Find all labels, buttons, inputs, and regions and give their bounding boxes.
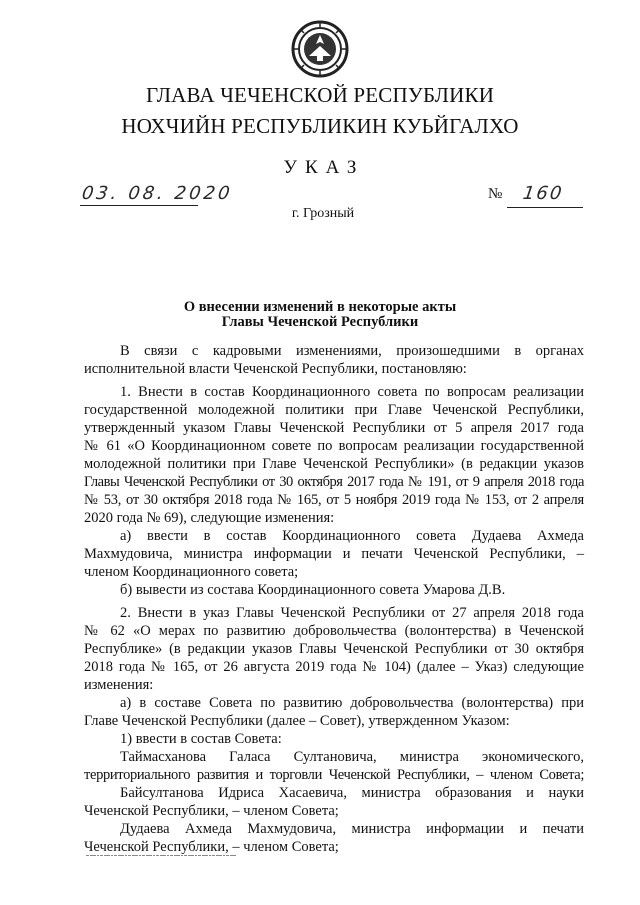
paragraph-line: Чеченской Республики, – членом Совета; bbox=[84, 839, 339, 855]
paragraph-line: территориального развития и торговли Чеченской Республики, – членом Совета; bbox=[84, 767, 584, 783]
paragraph-line: Махмудовича, министра информации и печати Чеченской Республики, – bbox=[84, 546, 584, 562]
paragraph-line: 2020 года № 69), следующие изменения: bbox=[84, 510, 335, 526]
paragraph-line: а) ввести в состав Координационного совета Дудаева Ахмеда bbox=[120, 528, 584, 544]
header-authority-ce: НОХЧИЙН РЕСПУБЛИКИН КУЬЙГАЛХО bbox=[121, 114, 519, 138]
paragraph-line: государственной молодежной политики при Главе Чеченской Республики, bbox=[84, 402, 584, 418]
paragraph-line: Главе Чеченской Республики (далее – Совет), утвержденном Указом: bbox=[84, 713, 510, 729]
title-line: О внесении изменений в некоторые акты bbox=[183, 299, 457, 315]
title-line: Главы Чеченской Республики bbox=[221, 314, 419, 330]
paragraph-line: 2018 года № 165, от 26 августа 2019 года № 104) (далее – Указ) следующие bbox=[84, 659, 584, 675]
paragraph-line: а) в составе Совета по развитию добровольчества (волонтерства) при bbox=[120, 695, 584, 711]
paragraph-line: молодежной политики при Главе Чеченской Республики» (в редакции указов bbox=[84, 456, 584, 472]
paragraph-line: В связи с кадровыми изменениями, произошедшими в органах bbox=[120, 343, 584, 359]
paragraph-line: Чеченской Республики, – членом Совета; bbox=[84, 803, 339, 819]
paragraph-line: исполнительной власти Чеченской Республики, постановляю: bbox=[84, 361, 467, 377]
document-title bbox=[0, 300, 640, 330]
paragraph-line: 1. Внести в состав Координационного совета по вопросам реализации bbox=[120, 384, 584, 400]
paragraph-line: № 53, от 30 октября 2018 года № 165, от 5 ноября 2019 года № 153, от 2 апреля bbox=[84, 492, 584, 508]
paragraph-line: б) вывести из состава Координационного совета Умарова Д.В. bbox=[120, 582, 506, 598]
paragraph-line: Дудаева Ахмеда Махмудовича, министра информации и печати bbox=[120, 821, 584, 837]
paragraph-line: утвержденный указом Главы Чеченской Республики от 5 апреля 2017 года bbox=[84, 420, 584, 436]
footer-service-mark bbox=[86, 853, 236, 858]
number-label: № bbox=[488, 186, 503, 202]
handwritten-date: 03. 08. 2020 bbox=[80, 183, 234, 204]
paragraph-line: членом Координационного совета; bbox=[84, 564, 299, 580]
paragraph-line: № 62 «О мерах по развитию добровольчества (волонтерства) в Чеченской bbox=[84, 623, 584, 639]
paragraph-line: Республике» (в редакции указов Главы Чеченской Республики от 30 октября bbox=[84, 641, 584, 657]
paragraph-line: Байсултанова Идриса Хасаевича, министра образования и науки bbox=[120, 785, 584, 801]
paragraph-line: 1) ввести в состав Совета: bbox=[120, 731, 282, 747]
paragraph-line: 2. Внести в указ Главы Чеченской Республики от 27 апреля 2018 года bbox=[120, 605, 584, 621]
city: г. Грозный bbox=[291, 206, 355, 221]
document-type: УКАЗ bbox=[283, 157, 365, 178]
paragraph-line: Главы Чеченской Республики от 30 октября 2017 года № 191, от 9 апреля 2018 года bbox=[84, 474, 584, 490]
paragraph-line: изменения: bbox=[84, 677, 154, 693]
paragraph-line: Таймасханова Галаса Султановича, министра экономического, bbox=[120, 749, 584, 765]
header-authority-ru: ГЛАВА ЧЕЧЕНСКОЙ РЕСПУБЛИКИ bbox=[145, 83, 495, 107]
coat-of-arms-emblem bbox=[291, 20, 349, 78]
handwritten-number: 160 bbox=[521, 183, 565, 204]
paragraph-line: № 61 «О Координационном совете по вопросам реализации государственной bbox=[84, 438, 584, 454]
